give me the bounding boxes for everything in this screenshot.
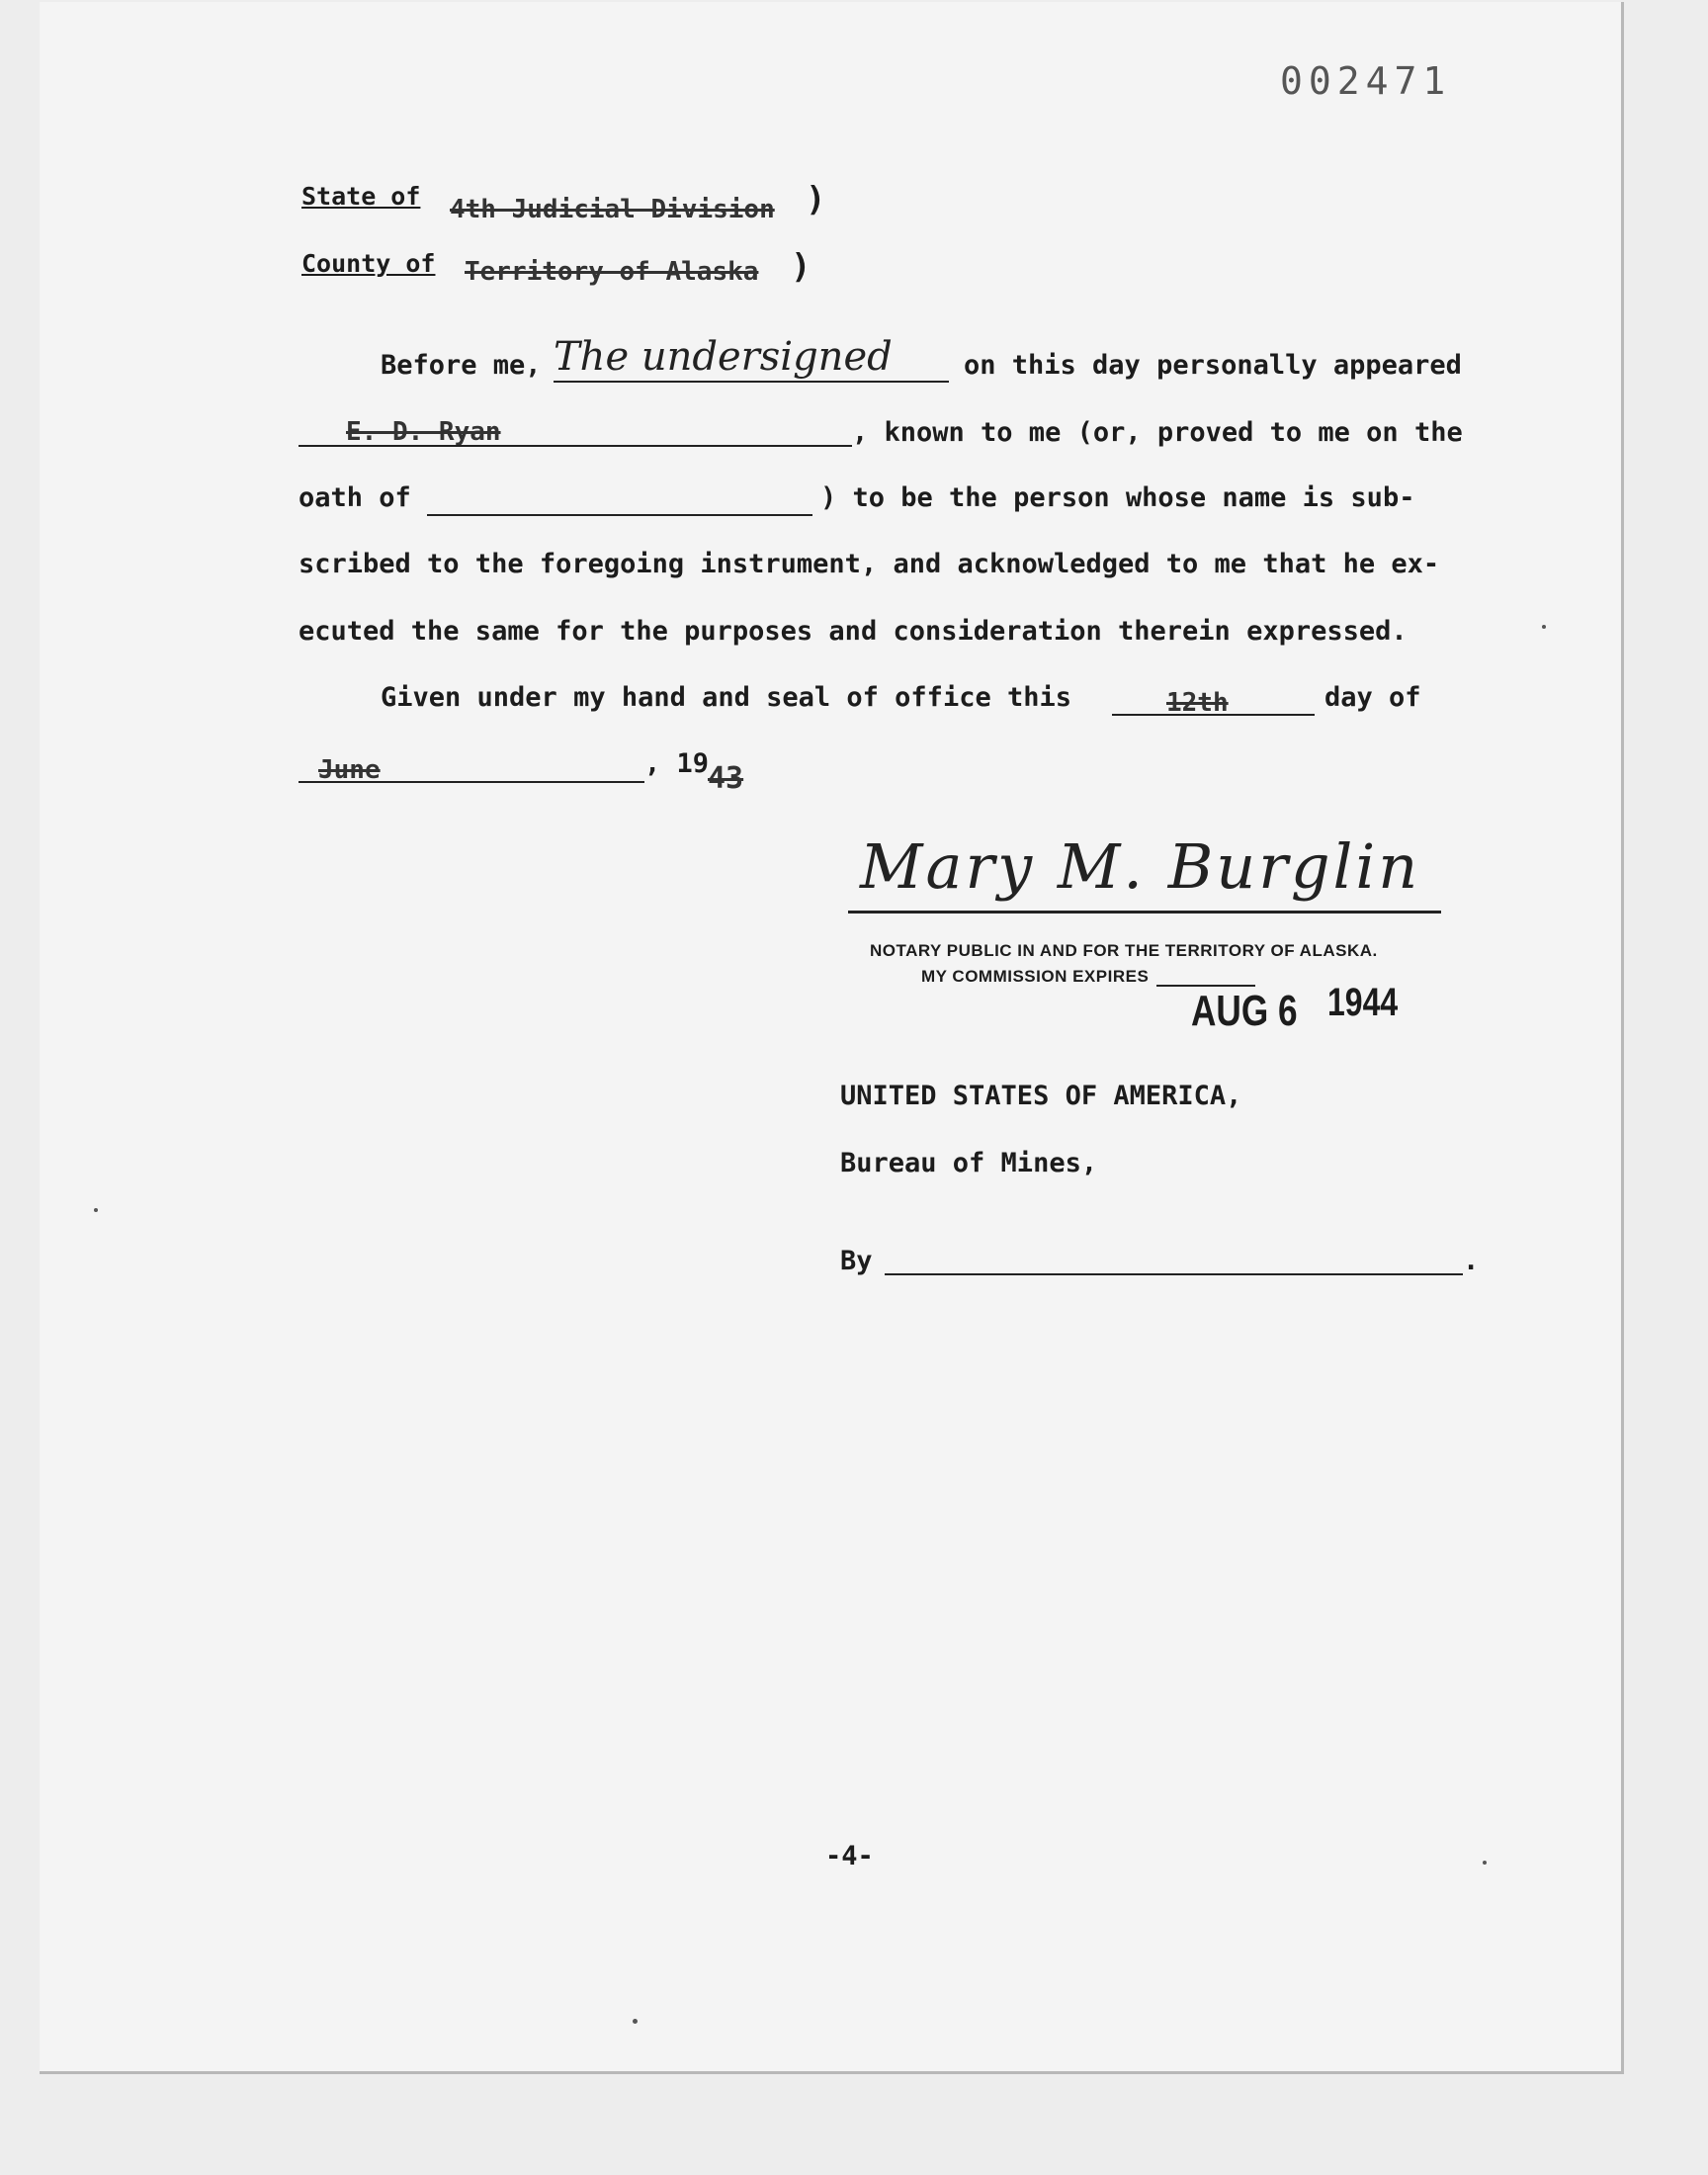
scan-speck: [94, 1208, 98, 1212]
appeared-text: on this day personally appeared: [964, 350, 1462, 381]
officer-name-handwritten: The undersigned: [554, 334, 893, 380]
oath-of-line: [427, 514, 812, 516]
month-value: June: [318, 755, 381, 785]
scan-speck: [1483, 1861, 1487, 1865]
party-bureau: Bureau of Mines,: [840, 1148, 1098, 1178]
state-label: State of: [301, 182, 421, 211]
known-to-me-text: , known to me (or, proved to me on the: [852, 417, 1463, 448]
state-value: 4th Judicial Division: [450, 195, 775, 224]
before-me-text: Before me,: [381, 350, 542, 381]
day-line: [1112, 714, 1315, 716]
page-number: -4-: [825, 1841, 874, 1871]
scan-speck: [1542, 625, 1546, 629]
commission-expiry-year: 1944: [1327, 981, 1399, 1024]
oath-of-text: oath of: [299, 482, 411, 513]
state-bracket: ): [806, 180, 826, 219]
county-bracket: ): [791, 247, 811, 287]
appearer-name-line: [299, 445, 852, 447]
party-name: UNITED STATES OF AMERICA,: [840, 1081, 1242, 1111]
commission-expiry-date: AUG 6: [1191, 987, 1298, 1035]
instrument-text-line4: scribed to the foregoing instrument, and acknowledged to me that he ex-: [299, 549, 1440, 579]
given-under-text: Given under my hand and seal of office this: [381, 682, 1071, 713]
to-be-person-text: ) to be the person whose name is sub-: [820, 482, 1415, 513]
county-value: Territory of Alaska: [465, 257, 759, 287]
county-label: County of: [301, 249, 436, 278]
notary-title: NOTARY PUBLIC IN AND FOR THE TERRITORY OF ALASKA.: [870, 941, 1378, 960]
year-value: 43: [708, 761, 744, 796]
by-line-end: .: [1463, 1246, 1480, 1276]
appearer-name: E. D. Ryan: [346, 417, 501, 447]
document-number: 002471: [1280, 59, 1452, 103]
instrument-text-line5: ecuted the same for the purposes and consideration therein expressed.: [299, 616, 1408, 647]
document-page: [40, 2, 1624, 2074]
commission-label: MY COMMISSION EXPIRES: [921, 967, 1150, 986]
officer-name-line: [554, 381, 949, 383]
scan-speck: [633, 2019, 638, 2024]
year-prefix: , 19: [644, 748, 710, 779]
month-line: [299, 781, 644, 783]
signature-line: [848, 911, 1441, 914]
by-signature-line: [885, 1273, 1463, 1275]
by-label: By: [840, 1246, 873, 1276]
day-value: 12th: [1166, 688, 1229, 718]
notary-signature: Mary M. Burglin: [860, 830, 1421, 903]
day-of-text: day of: [1324, 682, 1421, 713]
